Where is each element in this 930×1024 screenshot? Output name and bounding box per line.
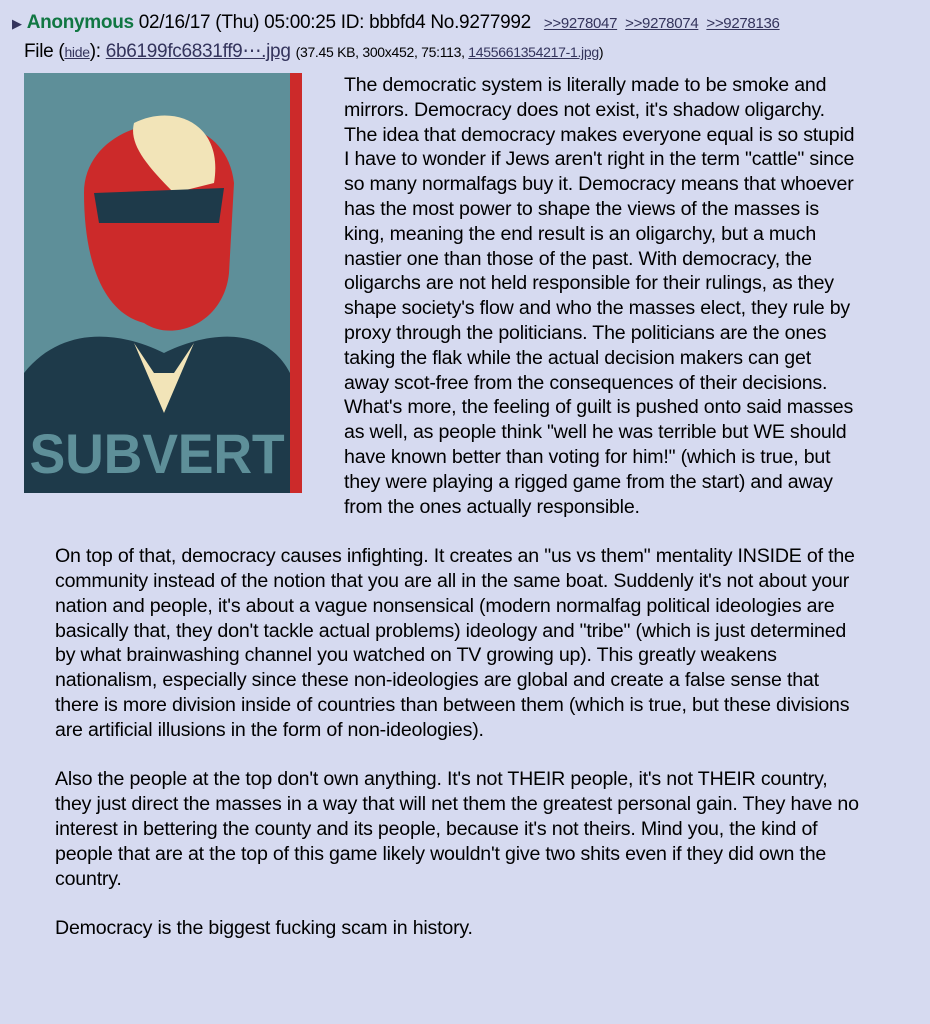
file-details: 37.45 KB, 300x452, 75:113,: [299, 44, 465, 60]
post-thumbnail[interactable]: [24, 73, 302, 493]
thumbnail-caption: SUBVERT: [29, 422, 285, 485]
poster-id[interactable]: ID: bbbfd4: [340, 12, 426, 33]
post-datetime: 02/16/17 (Thu) 05:00:25: [138, 12, 336, 33]
reply-link[interactable]: >>9278136: [706, 15, 780, 32]
post-header: [12, 12, 930, 34]
poster-name: Anonymous: [26, 12, 134, 33]
reply-link[interactable]: >>9278047: [543, 15, 618, 32]
file-link[interactable]: 6b6199fc6831ff9⋯.jpg: [105, 41, 291, 62]
post-body: [29, 73, 860, 941]
post-menu-arrow-icon[interactable]: ▶: [12, 16, 22, 31]
post-paragraph: Democracy is the biggest fucking scam in history.: [55, 917, 473, 940]
reply-link[interactable]: >>9278074: [625, 15, 699, 32]
post-number[interactable]: No.9277992: [430, 12, 531, 33]
post-paragraph: The democratic system is literally made to be smoke and mirrors. Democracy does not exist, it's shadow oligarchy. The idea that democracy makes everyone equal is so stupid I have to wonder if Jews aren't right in the term "cattle" since so many normalfags buy it. Democracy means that whoever has the most power to shape the views of the masses is king, meaning the end result is an oligarchy, but a much nastier one than those of the past. With democracy, the oligarchs are not held responsible for their rulings, as they shape society's flow and who the masses elect, they rule by proxy through the politicians. The politicians are the ones taking the flak while the actual decision makers can get away scot-free from the consequences of their decisions. What's more, the feeling of guilt is pushed onto said masses as well, as people think "well he was terrible but WE should have known better than voting for him!" (which is true, but they were playing a rigged game from the start) and away from the ones actually responsible.: [344, 74, 855, 518]
post-paragraph: On top of that, democracy causes infighting. It creates an "us vs them" mentality INSIDE of the community instead of the notion that you are all in the same boat. Suddenly it's not about your nation and people, it's about a vague nonsensical (modern normalfag political ideologies are basically that, they don't tackle actual problems) ideology and "tribe" (which is just determined by what brainwashing channel you watched on TV growing up). This greatly weakens nationalism, especially since these non-ideologies are global and create a false sense that there is more division inside of countries than between them (which is true, but these divisions are artificial illusions in the form of non-ideologies).: [55, 545, 855, 741]
file-info: File (hide): 6b6199fc6831ff9⋯.jpg (37.45 KB, 300x452, 75:113, 1455661354217-1.jpg): [24, 41, 604, 62]
hide-link[interactable]: hide: [64, 44, 90, 60]
file-label: File: [24, 41, 54, 62]
post-paragraph: Also the people at the top don't own anything. It's not THEIR people, it's not THEIR country, they just direct the masses in a way that will net them the greatest personal gain. They have no interest in bettering the county and its people, because it's not theirs. Mind you, the kind of people that are at the top of this game likely wouldn't give two shits even if they did own the country.: [55, 768, 859, 890]
original-filename-link[interactable]: 1455661354217-1.jpg: [468, 44, 599, 60]
